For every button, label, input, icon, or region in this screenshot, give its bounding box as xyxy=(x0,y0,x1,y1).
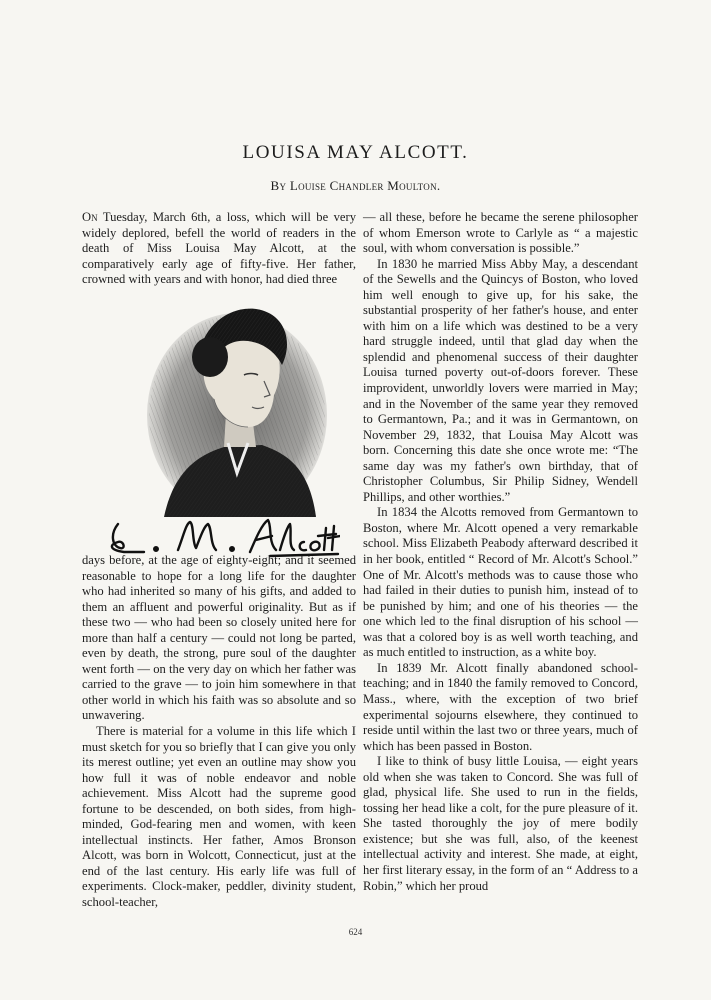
opening-paragraph xyxy=(82,210,356,288)
paragraph: days before, at the age of eighty-eight; and it seemed reasonable to hope for a long life for the daughter who had inherited so many of his gifts, and added to them an affluent and powerful originality. But as if these two — who had been so closely united here for more than half a century — could not long be parted, even by death, the strong, pure soul of the daughter went forth — on the very day on which her father was carried to the grave — to join him somewhere in that other world in which his faith was so absolute and so unwavering. xyxy=(82,553,356,723)
paragraph: — all these, before he became the serene philosopher of whom Emerson wrote to Carlyle as “ a majestic soul, with whom conversation is possible.” xyxy=(363,210,638,256)
article-byline: By Louise Chandler Moulton. xyxy=(270,178,441,193)
paragraph: In 1830 he married Miss Abby May, a descendant of the Sewells and the Quincys of Boston, who loved him well enough to give up, for his sake, the substantial prosperity of her father's house, and enter with him on a life which was destined to be a very hard struggle indeed, until that glad day when the splendid and phenomenal success of their daughter Louisa turned poverty out-of-doors forever. These improvident, unworldly lovers were married in May; and in the November of the same year they removed to Germantown, Pa.; and it was in Germantown, on November 29, 1832, that Louisa May Alcott was born. Concerning this date she once wrote me: “The same day was my father's own birthday, that of Christopher Columbus, Sir Philip Sidney, Wendell Phillips, and other worthies.” xyxy=(363,256,638,504)
opening-text: Tuesday, March 6th, a loss, which will be very widely deplored, befell the world of readers in the death of Miss Louisa May Alcott, at the comparatively early age of fifty-five. Her father, crowned with years and with honor, had died three xyxy=(82,210,356,287)
paragraph: I like to think of busy little Louisa, — eight years old when she was taken to Concord. She was full of glad, physical life. She used to run in the fields, tossing her head like a colt, for the pure pleasure of it. She tasted thoroughly the joy of mere bodily existence; but she was full, also, of the keenest intellectual activity and interest. She made, at eight, her first literary essay, in the form of an “ Address to a Robin,” which her proud xyxy=(363,754,638,893)
right-column xyxy=(363,210,638,894)
article-title: LOUISA MAY ALCOTT. xyxy=(242,142,469,163)
page-number: 624 xyxy=(348,927,363,937)
paragraph: In 1834 the Alcotts removed from Germantown to Boston, where Mr. Alcott opened a very remarkable school. Miss Elizabeth Peabody afterward described it in her book, entitled “ Record of Mr. Alcott's School.” One of Mr. Alcott's methods was to cause those who had failed in their duties to punish him, instead of to be punished by him; and one of his theories — the one which led to the final disruption of his school — was that a colored boy is as well worth teaching, and as much entitled to instruction, as a white boy. xyxy=(363,505,638,660)
lead-in: On xyxy=(82,210,98,224)
portrait-engraving xyxy=(144,295,330,517)
paragraph: In 1839 Mr. Alcott finally abandoned school-teaching; and in 1840 the family removed to Concord, Mass., where, with the exception of two brief experimental sojourns elsewhere, they continued to reside until within the last two or three years, much of which has been passed in Boston. xyxy=(363,660,638,753)
left-column-bottom xyxy=(82,553,356,911)
left-column-top xyxy=(82,210,356,288)
paragraph: There is material for a volume in this life which I must sketch for you so briefly that I can give you only its merest outline; yet even an outline may show you how full it was of noble endeavor and noble achievement. Miss Alcott had the supreme good fortune to be descended, on both sides, from high-minded, God-fearing men and women, with keen intellectual instincts. Her father, Amos Bronson Alcott, was born in Wolcott, Connecticut, just at the end of the last century. His early life was full of experiments. Clock-maker, peddler, divinity student, school-teacher, xyxy=(82,724,356,910)
